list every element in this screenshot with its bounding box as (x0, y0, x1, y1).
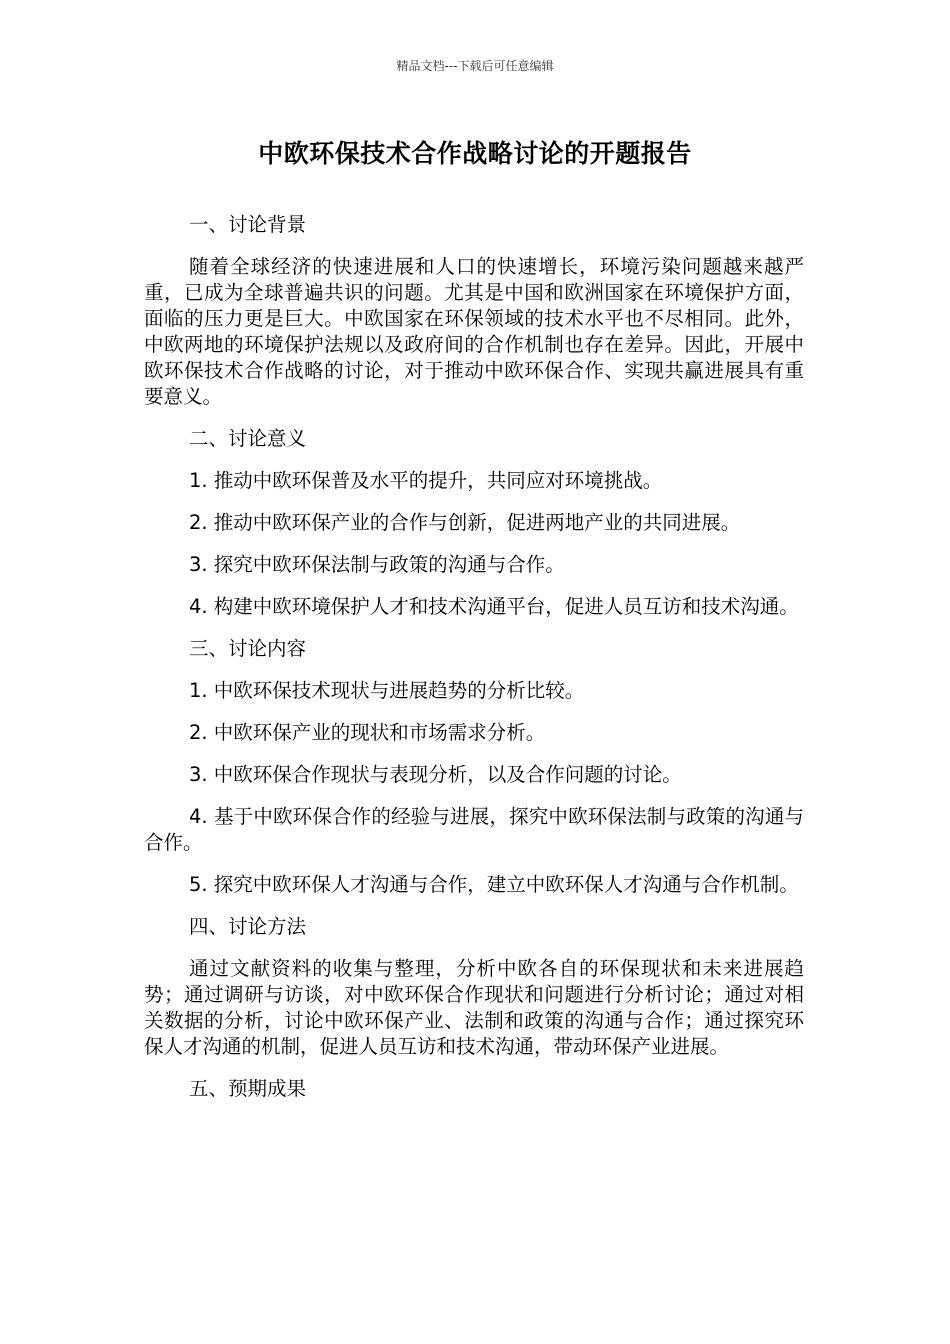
list-item: 3. 中欧环保合作现状与表现分析，以及合作问题的讨论。 (189, 763, 682, 786)
list-item: 1. 中欧环保技术现状与进展趋势的分析比较。 (189, 679, 585, 702)
section-heading-outcomes: 五、预期成果 (189, 1077, 307, 1100)
page-title: 中欧环保技术合作战略讨论的开题报告 (258, 139, 692, 168)
paragraph-methods: 通过文献资料的收集与整理，分析中欧各自的环保现状和未来进展趋势；通过调研与访谈，对中欧环保合作现状和问题进行分析讨论；通过对相关数据的分析，讨论中欧环保产业、法制和政策的沟通与合作；通过探究环保人才沟通的机制，促进人员互访和技术沟通，带动环保产业进展。 (144, 957, 804, 1058)
list-item: 5. 探究中欧环保人才沟通与合作，建立中欧环保人才沟通与合作机制。 (189, 873, 799, 896)
header-note: 精品文档---下载后可任意编辑 (396, 59, 554, 73)
section-heading-methods: 四、讨论方法 (189, 915, 307, 938)
list-item: 4. 基于中欧环保合作的经验与进展，探究中欧环保法制与政策的沟通与合作。 (144, 805, 804, 854)
list-item: 2. 中欧环保产业的现状和市场需求分析。 (189, 721, 546, 744)
section-heading-significance: 二、讨论意义 (189, 427, 307, 450)
section-heading-content: 三、讨论内容 (189, 637, 307, 660)
list-item: 1. 推动中欧环保普及水平的提升，共同应对环境挑战。 (189, 469, 663, 492)
list-item: 3. 探究中欧环保法制与政策的沟通与合作。 (189, 553, 565, 576)
list-item: 4. 构建中欧环境保护人才和技术沟通平台，促进人员互访和技术沟通。 (189, 595, 799, 618)
paragraph-background: 随着全球经济的快速进展和人口的快速增长，环境污染问题越来越严重，已成为全球普遍共识的问题。尤其是中国和欧洲国家在环境保护方面，面临的压力更是巨大。中欧国家在环保领域的技术水平也不尽相同。此外，中欧两地的环境保护法规以及政府间的合作机制也存在差异。因此，开展中欧环保技术合作战略的讨论，对于推动中欧环保合作、实现共赢进展具有重要意义。 (144, 255, 804, 408)
document-body (144, 212, 804, 1118)
list-item: 2. 推动中欧环保产业的合作与创新，促进两地产业的共同进展。 (189, 511, 741, 534)
section-heading-background: 一、讨论背景 (189, 213, 307, 236)
